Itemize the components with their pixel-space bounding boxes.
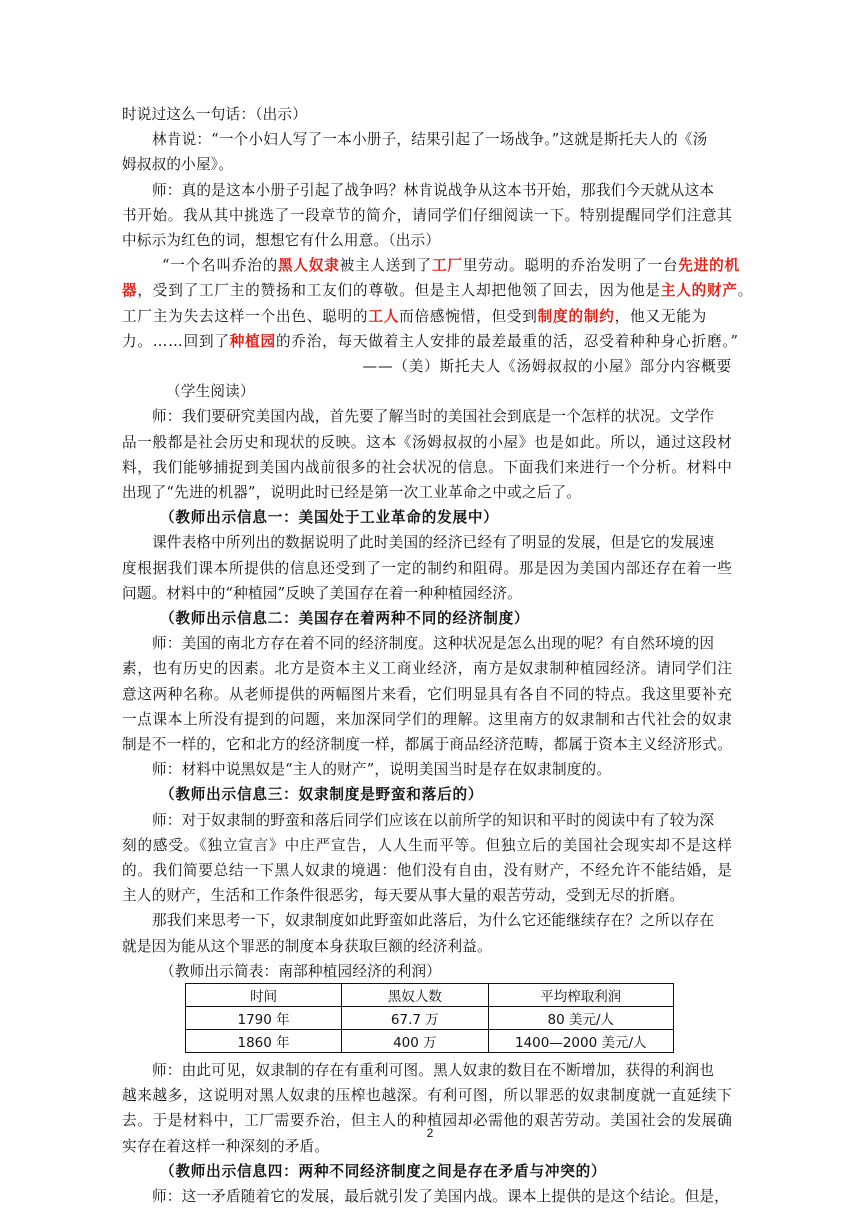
paragraph-line: 林肯说：“一个小妇人写了一本小册子，结果引起了一场战争。”这就是斯托夫人的《汤 bbox=[152, 131, 708, 148]
paragraph-line: 一点课本上所没有提到的问题，来加深同学们的理解。这里南方的奴隶制和古代社会的奴隶 bbox=[122, 711, 732, 728]
keyword-factory: 工厂 bbox=[431, 257, 463, 274]
quote-line: 工厂主为失去这样一个出色、聪明的工人而倍感惋惜，但受到制度的制约，他又无能为 bbox=[122, 308, 708, 325]
keyword-advanced-machine-cont: 器 bbox=[122, 282, 138, 299]
paragraph-line: 素，也有历史的因素。北方是资本主义工商业经济，南方是奴隶制种植园经济。请同学们注 bbox=[122, 660, 732, 677]
table-header: 时间 bbox=[186, 984, 342, 1007]
keyword-system-constraint: 制度的制约 bbox=[537, 308, 615, 325]
table-cell: 1790 年 bbox=[186, 1007, 342, 1030]
paragraph-line: 实存在着这样一种深刻的矛盾。 bbox=[122, 1138, 330, 1155]
paragraph-line: （学生阅读） bbox=[166, 383, 255, 400]
quote-line: 力。……回到了种植园的乔治，每天做着主人安排的最差最重的活，忍受着种种身心折磨。” bbox=[122, 333, 739, 350]
quote-line: 器，受到了工厂主的赞扬和工友们的尊敬。但是主人却把他领了回去，因为他是主人的财产。 bbox=[122, 282, 754, 299]
quote-line: “一个名叫乔治的黑人奴隶被主人送到了工厂里劳动。聪明的乔治发明了一台先进的机 bbox=[162, 257, 740, 274]
table-row bbox=[186, 1030, 674, 1053]
info-heading-3: （教师出示信息三：奴隶制度是野蛮和落后的） bbox=[160, 786, 484, 803]
quote-source: ——（美）斯托夫人《汤姆叔叔的小屋》部分内容概要 bbox=[362, 358, 732, 375]
table-header: 黑奴人数 bbox=[342, 984, 488, 1007]
paragraph-line: 去。于是材料中，工厂需要乔治，但主人的种植园却必需他的艰苦劳动。美国社会的发展确 bbox=[122, 1112, 732, 1129]
keyword-worker: 工人 bbox=[368, 308, 400, 325]
paragraph-line: 中标示为红色的词，想想它有什么用意。（出示） bbox=[122, 232, 441, 249]
paragraph-line: 那我们来思考一下，奴隶制度如此野蛮如此落后，为什么它还能继续存在？之所以存在 bbox=[152, 912, 715, 929]
table-caption: （教师出示简表：南部种植园经济的利润） bbox=[160, 963, 442, 980]
paragraph-line: 的。我们简要总结一下黑人奴隶的境遇：他们没有自由，没有财产，不经允许不能结婚，是 bbox=[122, 862, 732, 879]
keyword-advanced-machine: 先进的机 bbox=[678, 257, 740, 274]
paragraph-line: 师：美国的南北方存在着不同的经济制度。这种状况是怎么出现的呢？有自然环境的因 bbox=[152, 635, 715, 652]
paragraph-line: 师：真的是这本小册子引起了战争吗？林肯说战争从这本书开始，那我们今天就从这本 bbox=[152, 182, 715, 199]
paragraph-line: 师：材料中说黑奴是“主人的财产”，说明美国当时是存在奴隶制度的。 bbox=[152, 761, 612, 778]
keyword-master-property: 主人的财产 bbox=[660, 282, 738, 299]
keyword-plantation: 种植园 bbox=[229, 333, 276, 350]
paragraph-line: 出现了“先进的机器”，说明此时已经是第一次工业革命之中或之后了。 bbox=[122, 484, 582, 501]
keyword-black-slave: 黑人奴隶 bbox=[278, 257, 340, 274]
table-cell: 67.7 万 bbox=[342, 1007, 488, 1030]
paragraph-line: 师：这一矛盾随着它的发展，最后就引发了美国内战。课本上提供的是这个结论。但是， bbox=[152, 1188, 729, 1205]
info-heading-4: （教师出示信息四：两种不同经济制度之间是存在矛盾与冲突的） bbox=[160, 1163, 607, 1180]
paragraph-line: 师：由此可见，奴隶制的存在有重利可图。黑人奴隶的数目在不断增加，获得的利润也 bbox=[152, 1062, 715, 1079]
paragraph-line: 课件表格中所列出的数据说明了此时美国的经济已经有了明显的发展，但是它的发展速 bbox=[152, 534, 715, 551]
profit-table bbox=[185, 983, 674, 1053]
info-heading-2: （教师出示信息二：美国存在着两种不同的经济制度） bbox=[160, 610, 530, 627]
table-cell: 80 美元/人 bbox=[488, 1007, 673, 1030]
paragraph-line: 主人的财产，生活和工作条件很恶劣，每天要从事大量的艰苦劳动，受到无尽的折磨。 bbox=[122, 887, 685, 904]
paragraph-line: 度根据我们课本所提供的信息还受到了一定的制约和阻碍。那是因为美国内部还存在着一些 bbox=[122, 560, 732, 577]
paragraph-line: 就是因为能从这个罪恶的制度本身获取巨额的经济利益。 bbox=[122, 938, 492, 955]
paragraph-line: 问题。材料中的“种植园”反映了美国存在着一种种植园经济。 bbox=[122, 585, 522, 602]
paragraph-line: 刻的感受。《独立宣言》中庄严宣告，人人生而平等。但独立后的美国社会现实却不是这样 bbox=[122, 837, 732, 854]
page-number: 2 bbox=[426, 1126, 434, 1140]
table-cell: 400 万 bbox=[342, 1030, 488, 1053]
info-heading-1: （教师出示信息一：美国处于工业革命的发展中） bbox=[160, 509, 499, 526]
table-cell: 1860 年 bbox=[186, 1030, 342, 1053]
paragraph-line: 制是不一样的，它和北方的经济制度一样，都属于商品经济范畴，都属于资本主义经济形式。 bbox=[122, 736, 732, 753]
paragraph-line: 品一般都是社会历史和现状的反映。这本《汤姆叔叔的小屋》也是如此。所以，通过这段材 bbox=[122, 434, 732, 451]
paragraph-line: 料，我们能够捕捉到美国内战前很多的社会状况的信息。下面我们来进行一个分析。材料中 bbox=[122, 459, 732, 476]
table-cell: 1400—2000 美元/人 bbox=[488, 1030, 673, 1053]
paragraph-line: 书开始。我从其中挑选了一段章节的简介，请同学们仔细阅读一下。特别提醒同学们注意其 bbox=[122, 207, 732, 224]
table-row bbox=[186, 1007, 674, 1030]
paragraph-line: 时说过这么一句话：（出示） bbox=[122, 106, 308, 123]
paragraph-line: 师：对于奴隶制的野蛮和落后同学们应该在以前所学的知识和平时的阅读中有了较为深 bbox=[152, 812, 715, 829]
table-header: 平均榨取利润 bbox=[488, 984, 673, 1007]
paragraph-line: 越来越多，这说明对黑人奴隶的压榨也越深。有利可图，所以罪恶的奴隶制度就一直延续下 bbox=[122, 1087, 732, 1104]
table-header-row bbox=[186, 984, 674, 1007]
paragraph-line: 师：我们要研究美国内战，首先要了解当时的美国社会到底是一个怎样的状况。文学作 bbox=[152, 408, 715, 425]
paragraph-line: 意这两种名称。从老师提供的两幅图片来看，它们明显具有各自不同的特点。我这里要补充 bbox=[122, 686, 732, 703]
paragraph-line: 姆叔叔的小屋》。 bbox=[122, 156, 234, 173]
